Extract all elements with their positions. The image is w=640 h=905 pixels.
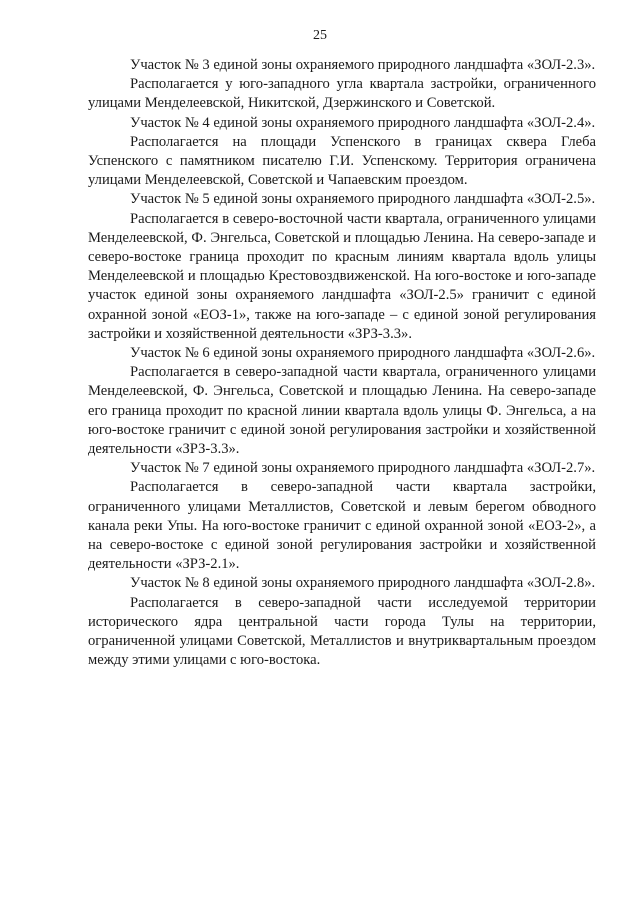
section-3-heading: Участок № 3 единой зоны охраняемого природного ландшафта «ЗОЛ-2.3».	[130, 57, 596, 73]
section-5-heading: Участок № 5 единой зоны охраняемого природного ландшафта «ЗОЛ-2.5».	[130, 191, 596, 208]
section-6-body: Располагается в северо-западной части квартала, ограниченного улицами Менделеевской, Ф. Энгельса, Советской и площадью Ленина. На северо-западе его граница проходит по красной линии квартала вдоль улицы Ф. Энгельса, а на юго-востоке граничит с единой зоной регулирования застройки и хозяйственной деятельности «ЗРЗ-3.3».	[88, 364, 596, 458]
section-8-heading: Участок № 8 единой зоны охраняемого природного ландшафта «ЗОЛ-2.8».	[130, 575, 596, 592]
document-body	[88, 56, 596, 671]
section-4-heading: Участок № 4 единой зоны охраняемого природного ландшафта «ЗОЛ-2.4».	[130, 114, 596, 131]
section-6-heading: Участок № 6 единой зоны охраняемого природного ландшафта «ЗОЛ-2.6».	[130, 345, 596, 362]
section-4-body: Располагается на площади Успенского в границах сквера Глеба Успенского с памятником писателю Г.И. Успенскому. Территория ограничена улицами Менделеевской, Советской и Чапаевским проездом.	[88, 133, 596, 189]
section-7-body: Располагается в северо-западной части квартала застройки, ограниченного улицами Металлистов, Советской и левым берегом обводного канала реки Упы. На юго-востоке граничит с единой охранной зоной «ЕОЗ-2», а на северо-востоке с единой зоной регулирования застройки и хозяйственной деятельности «ЗРЗ-2.1».	[88, 479, 596, 573]
section-8-body: Располагается в северо-западной части исследуемой территории исторического ядра центральной части города Тулы на территории, ограниченной улицами Советской, Металлистов и внутриквартальным проездом между этими улицами с юго-востока.	[88, 594, 596, 669]
section-3-body: Располагается у юго-западного угла квартала застройки, ограниченного улицами Менделеевской, Никитской, Дзержинского и Советской.	[88, 76, 596, 112]
section-7-heading: Участок № 7 единой зоны охраняемого природного ландшафта «ЗОЛ-2.7».	[130, 460, 596, 477]
page-number: 25	[313, 28, 327, 43]
section-5-body: Располагается в северо-восточной части квартала, ограниченного улицами Менделеевской, Ф. Энгельса, Советской и площадью Ленина. На северо-западе и северо-востоке граница проходит по красным линиям квартала вдоль улицы Менделеевской и площадью Крестовоздвиженской. На юго-востоке и юго-западе участок единой зоны охраняемого ландшафта «ЗОЛ-2.5» граничит с единой охранной зоной «ЕОЗ-1», также на юго-западе – с единой зоной регулирования застройки и хозяйственной деятельности «ЗРЗ-3.3».	[88, 210, 596, 342]
